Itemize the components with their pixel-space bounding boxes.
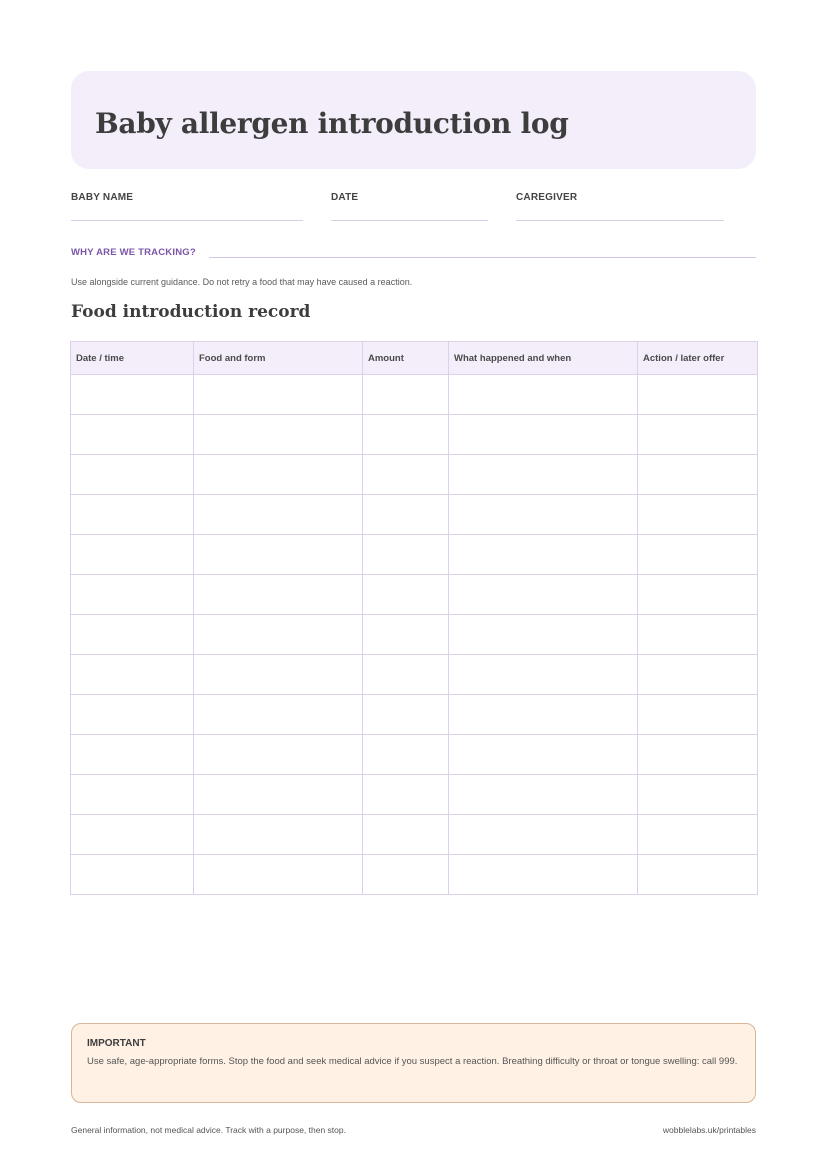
table-cell[interactable] (71, 655, 194, 695)
table-cell[interactable] (638, 615, 758, 655)
column-header-date-time: Date / time (71, 342, 194, 375)
table-cell[interactable] (449, 775, 638, 815)
table-cell[interactable] (194, 455, 363, 495)
table-cell[interactable] (71, 815, 194, 855)
column-header-what-happened: What happened and when (449, 342, 638, 375)
table-cell[interactable] (363, 615, 449, 655)
table-row (71, 375, 758, 415)
important-body: Use safe, age-appropriate forms. Stop the food and seek medical advice if you suspect a reaction. Breathing difficulty or throat or tongue swelling: call 999. (87, 1056, 738, 1067)
column-header-action: Action / later offer (638, 342, 758, 375)
table-row (71, 535, 758, 575)
table-cell[interactable] (194, 375, 363, 415)
table-row (71, 495, 758, 535)
table-cell[interactable] (638, 855, 758, 895)
table-cell[interactable] (638, 695, 758, 735)
baby-name-label: BABY NAME (71, 192, 134, 203)
table-cell[interactable] (71, 375, 194, 415)
section-title: Food introduction record (71, 302, 311, 322)
caregiver-field[interactable] (516, 220, 724, 221)
table-cell[interactable] (449, 535, 638, 575)
table-cell[interactable] (194, 695, 363, 735)
important-title: IMPORTANT (87, 1038, 146, 1049)
table-cell[interactable] (71, 495, 194, 535)
table-cell[interactable] (638, 575, 758, 615)
table-cell[interactable] (71, 415, 194, 455)
table-cell[interactable] (363, 815, 449, 855)
table-cell[interactable] (449, 855, 638, 895)
column-header-amount: Amount (363, 342, 449, 375)
table-cell[interactable] (449, 815, 638, 855)
table-cell[interactable] (449, 415, 638, 455)
table-cell[interactable] (638, 415, 758, 455)
table-row (71, 855, 758, 895)
table-cell[interactable] (449, 495, 638, 535)
table-cell[interactable] (363, 495, 449, 535)
table-cell[interactable] (638, 775, 758, 815)
table-cell[interactable] (363, 455, 449, 495)
table-cell[interactable] (363, 535, 449, 575)
table-cell[interactable] (449, 455, 638, 495)
table-cell[interactable] (71, 695, 194, 735)
table-cell[interactable] (449, 695, 638, 735)
table-header-row (71, 342, 758, 375)
table-cell[interactable] (363, 375, 449, 415)
table-body (71, 375, 758, 895)
table-cell[interactable] (638, 815, 758, 855)
food-record-table (70, 341, 758, 895)
table-row (71, 455, 758, 495)
table-cell[interactable] (638, 375, 758, 415)
table-cell[interactable] (363, 575, 449, 615)
table-cell[interactable] (194, 655, 363, 695)
table-cell[interactable] (363, 695, 449, 735)
table-cell[interactable] (363, 775, 449, 815)
table-cell[interactable] (194, 615, 363, 655)
baby-name-field[interactable] (71, 220, 303, 221)
table-cell[interactable] (71, 775, 194, 815)
table-cell[interactable] (363, 735, 449, 775)
table-cell[interactable] (449, 655, 638, 695)
table-cell[interactable] (638, 655, 758, 695)
table-cell[interactable] (449, 615, 638, 655)
table-cell[interactable] (194, 855, 363, 895)
table-cell[interactable] (71, 535, 194, 575)
table-cell[interactable] (449, 375, 638, 415)
table-row (71, 695, 758, 735)
table-cell[interactable] (71, 735, 194, 775)
footer-disclaimer: General information, not medical advice. Track with a purpose, then stop. (71, 1125, 346, 1135)
table-row (71, 575, 758, 615)
table-cell[interactable] (71, 855, 194, 895)
table-row (71, 415, 758, 455)
table-cell[interactable] (194, 815, 363, 855)
table-cell[interactable] (71, 615, 194, 655)
table-cell[interactable] (638, 455, 758, 495)
tracking-reason-label: WHY ARE WE TRACKING? (71, 247, 196, 258)
table-row (71, 735, 758, 775)
table-cell[interactable] (194, 415, 363, 455)
date-field[interactable] (331, 220, 488, 221)
table-cell[interactable] (71, 455, 194, 495)
table-cell[interactable] (638, 495, 758, 535)
table-cell[interactable] (638, 735, 758, 775)
table-cell[interactable] (449, 735, 638, 775)
table-cell[interactable] (194, 735, 363, 775)
table-cell[interactable] (363, 415, 449, 455)
table-cell[interactable] (194, 775, 363, 815)
table-row (71, 775, 758, 815)
table-row (71, 655, 758, 695)
table-cell[interactable] (363, 855, 449, 895)
date-label: DATE (331, 192, 359, 203)
column-header-food-and-form: Food and form (194, 342, 363, 375)
caregiver-label: CAREGIVER (516, 192, 578, 203)
table-cell[interactable] (194, 575, 363, 615)
guidance-note: Use alongside current guidance. Do not retry a food that may have caused a reaction. (71, 277, 413, 287)
table-cell[interactable] (638, 535, 758, 575)
table-cell[interactable] (71, 575, 194, 615)
table-cell[interactable] (363, 655, 449, 695)
footer-link[interactable]: wobblelabs.uk/printables (662, 1125, 756, 1135)
page-title: Baby allergen introduction log (95, 107, 569, 140)
table-row (71, 815, 758, 855)
table-cell[interactable] (194, 495, 363, 535)
title-card (71, 71, 756, 169)
table-cell[interactable] (194, 535, 363, 575)
table-cell[interactable] (449, 575, 638, 615)
tracking-reason-field[interactable] (209, 257, 756, 258)
important-notice (71, 1023, 756, 1103)
table-row (71, 615, 758, 655)
